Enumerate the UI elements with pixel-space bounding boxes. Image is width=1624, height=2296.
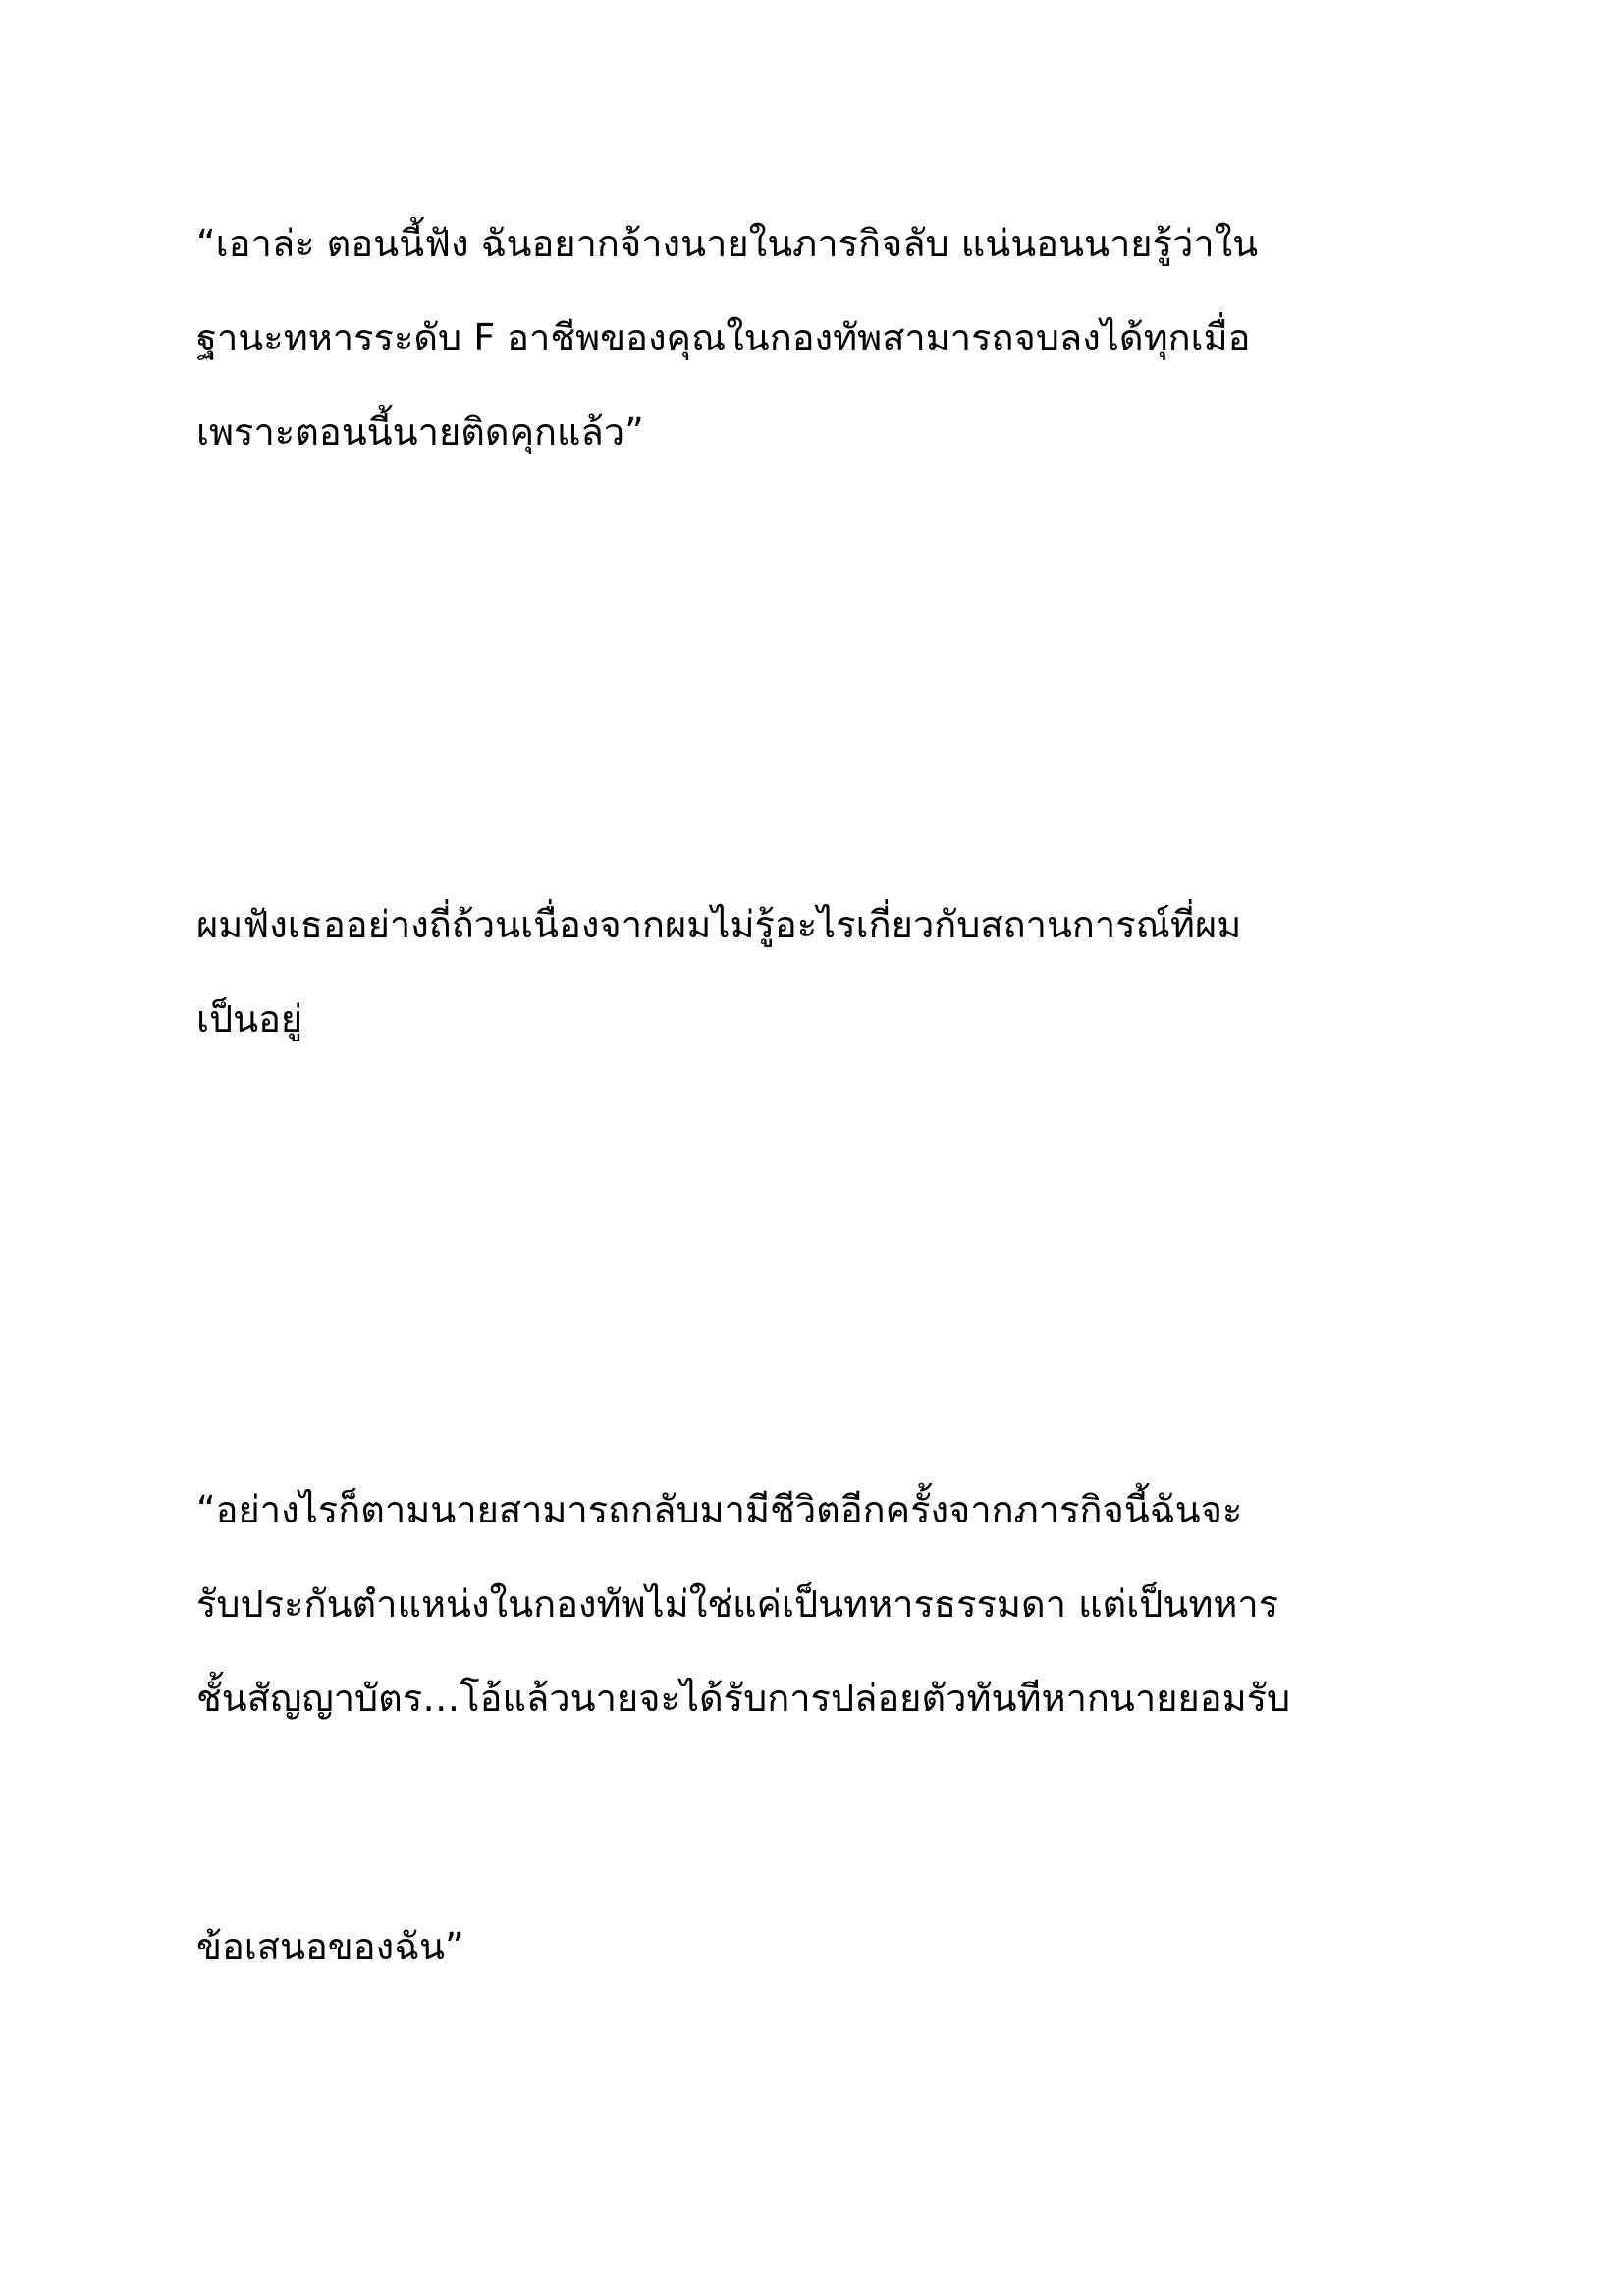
paragraph-narration [196,878,1473,1066]
text-line: ฐานะทหารระดับ F อาชีพของคุณในกองทัพสามารถจบลงได้ทุกเมื่อ [196,316,1251,359]
text-line: เพราะตอนนี้นายติดคุกแล้ว” [196,410,644,454]
text-line: เป็นอยู่ [196,997,303,1041]
paragraph-dialogue-closing [196,1899,1473,1994]
paragraph-dialogue-offer [196,196,1473,479]
paragraph-dialogue-promise [196,1463,1473,1745]
text-line: ข้อเสนอของฉัน” [196,1925,464,1968]
text-line: “เอาล่ะ ตอนนี้ฟัง ฉันอยากจ้างนายในภารกิจลับ แน่นอนนายรู้ว่าใน [196,222,1259,265]
text-line: “อย่างไรก็ตามนายสามารถกลับมามีชีวิตอีกครั้งจากภารกิจนี้ฉันจะ [196,1488,1243,1531]
text-line: ชั้นสัญญาบัตร…โอ้แล้วนายจะได้รับการปล่อยตัวทันทีหากนายยอมรับ [196,1677,1291,1720]
text-line: รับประกันตำแหน่งในกองทัพไม่ใช่แค่เป็นทหารธรรมดา แต่เป็นทหาร [196,1582,1279,1626]
text-line: ผมฟังเธออย่างถี่ถ้วนเนื่องจากผมไม่รู้อะไรเกี่ยวกับสถานการณ์ที่ผม [196,903,1242,946]
